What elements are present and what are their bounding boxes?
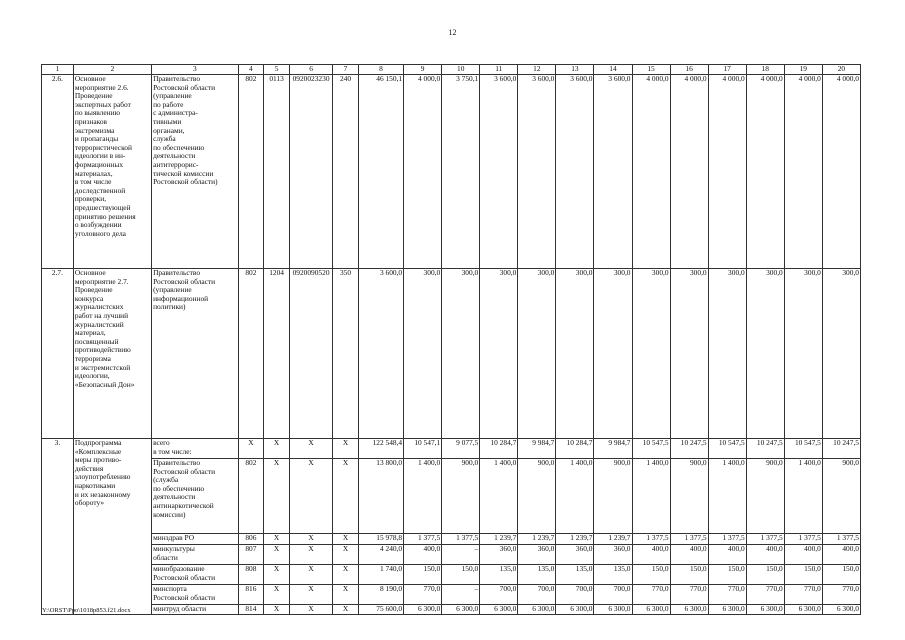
value-cell: 6 300,0: [594, 605, 632, 615]
code-cell: 0920023230: [289, 75, 332, 269]
value-cell: 1 400,0: [784, 459, 822, 534]
value-cell: 770,0: [670, 585, 708, 605]
value-cell: 150,0: [784, 565, 822, 585]
value-cell: 900,0: [670, 459, 708, 534]
code-cell: X: [264, 439, 290, 459]
value-cell: 6 300,0: [784, 605, 822, 615]
value-cell: 400,0: [404, 545, 442, 565]
value-cell: 4 000,0: [404, 75, 442, 269]
column-number: 6: [289, 65, 332, 75]
value-cell: 135,0: [518, 565, 556, 585]
code-cell: 807: [238, 545, 264, 565]
value-cell: 1 400,0: [404, 459, 442, 534]
value-cell: 400,0: [632, 545, 670, 565]
value-cell: 700,0: [556, 585, 594, 605]
value-cell: 150,0: [822, 565, 860, 585]
column-number: 8: [358, 65, 403, 75]
value-cell: 150,0: [670, 565, 708, 585]
value-cell: 770,0: [822, 585, 860, 605]
value-cell: 150,0: [442, 565, 480, 585]
column-number: 19: [784, 65, 822, 75]
value-cell: 360,0: [594, 545, 632, 565]
code-cell: X: [289, 545, 332, 565]
value-cell: 15 978,8: [358, 534, 403, 545]
code-cell: 0113: [264, 75, 290, 269]
subprogram-name: Подпрограмма «Комплексные меры противо- действия злоупотреблению наркотиками и их незаконному обороту»: [73, 439, 151, 615]
row-number: 3.: [42, 439, 74, 615]
table-row: [42, 439, 861, 459]
table-row: [42, 605, 861, 615]
value-cell: 6 300,0: [556, 605, 594, 615]
value-cell: 400,0: [822, 545, 860, 565]
value-cell: 10 547,5: [632, 439, 670, 459]
table-header: [42, 65, 861, 75]
value-cell: 10 284,7: [480, 439, 518, 459]
value-cell: 4 240,0: [358, 545, 403, 565]
value-cell: 46 150,1: [358, 75, 403, 269]
value-cell: 400,0: [746, 545, 784, 565]
value-cell: 300,0: [594, 269, 632, 439]
value-cell: 3 600,0: [518, 75, 556, 269]
row-number: 2.6.: [42, 75, 74, 269]
value-cell: 300,0: [518, 269, 556, 439]
value-cell: 300,0: [822, 269, 860, 439]
column-number: 9: [404, 65, 442, 75]
value-cell: 1 400,0: [708, 459, 746, 534]
value-cell: 135,0: [594, 565, 632, 585]
code-cell: X: [333, 545, 359, 565]
executor: Правительство Ростовской области (управление по работе с администра- тивными органами, служба по обеспечению деятельности антитеррорис- тической комиссии Ростовской области): [152, 75, 238, 269]
value-cell: 6 300,0: [518, 605, 556, 615]
value-cell: 1 400,0: [480, 459, 518, 534]
value-cell: 10 247,5: [746, 439, 784, 459]
value-cell: 1 377,5: [784, 534, 822, 545]
value-cell: –: [442, 585, 480, 605]
code-cell: X: [289, 439, 332, 459]
table-row: [42, 585, 861, 605]
executor: Правительство Ростовской области (служба по обеспечению деятельности антинаркотической комиссии): [152, 459, 238, 534]
column-number: 5: [264, 65, 290, 75]
value-cell: 400,0: [784, 545, 822, 565]
value-cell: 900,0: [518, 459, 556, 534]
table-row: [42, 565, 861, 585]
code-cell: X: [264, 459, 290, 534]
value-cell: 3 600,0: [480, 75, 518, 269]
code-cell: X: [289, 534, 332, 545]
value-cell: 135,0: [480, 565, 518, 585]
code-cell: X: [238, 439, 264, 459]
value-cell: 1 400,0: [632, 459, 670, 534]
table-row: [42, 545, 861, 565]
column-number: 18: [746, 65, 784, 75]
value-cell: 300,0: [746, 269, 784, 439]
value-cell: 1 377,5: [442, 534, 480, 545]
value-cell: 6 300,0: [404, 605, 442, 615]
value-cell: 8 190,0: [358, 585, 403, 605]
code-cell: X: [264, 534, 290, 545]
event-name: Основное мероприятие 2.7. Проведение конкурса журналистских работ на лучший журналистский материал, посвященный противодействию терроризма и экстремистской идеологии, «Безопасный Дон»: [73, 269, 151, 439]
value-cell: 1 377,5: [404, 534, 442, 545]
value-cell: 150,0: [708, 565, 746, 585]
value-cell: 700,0: [480, 585, 518, 605]
value-cell: 360,0: [518, 545, 556, 565]
value-cell: 4 000,0: [746, 75, 784, 269]
value-cell: 1 377,5: [822, 534, 860, 545]
value-cell: 9 077,5: [442, 439, 480, 459]
table-row: [42, 534, 861, 545]
value-cell: 1 377,5: [632, 534, 670, 545]
value-cell: 10 284,7: [556, 439, 594, 459]
table-row: [42, 459, 861, 534]
value-cell: 122 548,4: [358, 439, 403, 459]
column-number: 1: [42, 65, 74, 75]
event-name: Основное мероприятие 2.6. Проведение экспертных работ по выявлению признаков экстремизма и пропаганды террористической идеологии в ин- формационных материалах, в том числе доследственной проверки, предшествующей принятию решения о возбуждении уголовного дела: [73, 75, 151, 269]
code-cell: 808: [238, 565, 264, 585]
value-cell: 360,0: [480, 545, 518, 565]
column-number: 15: [632, 65, 670, 75]
code-cell: 806: [238, 534, 264, 545]
value-cell: 1 740,0: [358, 565, 403, 585]
value-cell: 360,0: [556, 545, 594, 565]
code-cell: X: [264, 545, 290, 565]
code-cell: 816: [238, 585, 264, 605]
value-cell: 1 239,7: [556, 534, 594, 545]
value-cell: 1 400,0: [556, 459, 594, 534]
executor: минкультуры области: [152, 545, 238, 565]
code-cell: 240: [333, 75, 359, 269]
value-cell: 6 300,0: [442, 605, 480, 615]
code-cell: X: [289, 585, 332, 605]
value-cell: 9 984,7: [594, 439, 632, 459]
column-number: 11: [480, 65, 518, 75]
column-number: 16: [670, 65, 708, 75]
value-cell: 300,0: [442, 269, 480, 439]
value-cell: 150,0: [746, 565, 784, 585]
column-number: 3: [152, 65, 238, 75]
row-number: 2.7.: [42, 269, 74, 439]
value-cell: 770,0: [632, 585, 670, 605]
value-cell: 6 300,0: [822, 605, 860, 615]
value-cell: 6 300,0: [746, 605, 784, 615]
value-cell: 900,0: [594, 459, 632, 534]
value-cell: 4 000,0: [632, 75, 670, 269]
code-cell: X: [264, 585, 290, 605]
value-cell: 3 600,0: [556, 75, 594, 269]
code-cell: 802: [238, 269, 264, 439]
value-cell: 3 600,0: [594, 75, 632, 269]
value-cell: 150,0: [404, 565, 442, 585]
value-cell: 1 239,7: [518, 534, 556, 545]
value-cell: 4 000,0: [670, 75, 708, 269]
value-cell: 6 300,0: [708, 605, 746, 615]
value-cell: 6 300,0: [670, 605, 708, 615]
value-cell: 770,0: [746, 585, 784, 605]
code-cell: X: [333, 605, 359, 615]
column-number: 17: [708, 65, 746, 75]
value-cell: 700,0: [518, 585, 556, 605]
value-cell: 1 239,7: [594, 534, 632, 545]
code-cell: X: [333, 534, 359, 545]
value-cell: 770,0: [784, 585, 822, 605]
value-cell: 3 750,1: [442, 75, 480, 269]
code-cell: 802: [238, 459, 264, 534]
value-cell: 10 247,5: [670, 439, 708, 459]
column-number: 10: [442, 65, 480, 75]
value-cell: 4 000,0: [822, 75, 860, 269]
column-number: 4: [238, 65, 264, 75]
code-cell: X: [333, 585, 359, 605]
table-body: [42, 75, 861, 615]
code-cell: X: [333, 439, 359, 459]
code-cell: 814: [238, 605, 264, 615]
code-cell: 350: [333, 269, 359, 439]
value-cell: 10 547,5: [784, 439, 822, 459]
value-cell: 13 800,0: [358, 459, 403, 534]
table-row: [42, 269, 861, 439]
value-cell: 1 377,5: [746, 534, 784, 545]
value-cell: 135,0: [556, 565, 594, 585]
value-cell: 770,0: [708, 585, 746, 605]
code-cell: X: [264, 565, 290, 585]
code-cell: X: [264, 605, 290, 615]
value-cell: 3 600,0: [358, 269, 403, 439]
program-table: [41, 64, 861, 615]
column-number: 14: [594, 65, 632, 75]
page-number: 12: [448, 28, 457, 37]
value-cell: 10 547,5: [708, 439, 746, 459]
value-cell: 1 377,5: [708, 534, 746, 545]
value-cell: 4 000,0: [784, 75, 822, 269]
value-cell: –: [442, 545, 480, 565]
value-cell: 400,0: [708, 545, 746, 565]
column-number: 12: [518, 65, 556, 75]
code-cell: 1204: [264, 269, 290, 439]
value-cell: 770,0: [404, 585, 442, 605]
value-cell: 400,0: [670, 545, 708, 565]
code-cell: 802: [238, 75, 264, 269]
value-cell: 1 377,5: [670, 534, 708, 545]
column-number: 7: [333, 65, 359, 75]
code-cell: X: [289, 565, 332, 585]
value-cell: 300,0: [632, 269, 670, 439]
code-cell: X: [289, 459, 332, 534]
code-cell: X: [289, 605, 332, 615]
value-cell: 300,0: [556, 269, 594, 439]
value-cell: 150,0: [632, 565, 670, 585]
value-cell: 300,0: [784, 269, 822, 439]
value-cell: 75 600,0: [358, 605, 403, 615]
value-cell: 9 984,7: [518, 439, 556, 459]
file-path-footer: Y:\ORST\Ppo\1018p853.f21.docx: [42, 607, 131, 614]
value-cell: 300,0: [670, 269, 708, 439]
value-cell: 300,0: [404, 269, 442, 439]
executor: минспорта Ростовской области: [152, 585, 238, 605]
code-cell: X: [333, 459, 359, 534]
executor: Правительство Ростовской области (управление информационной политики): [152, 269, 238, 439]
value-cell: 900,0: [822, 459, 860, 534]
value-cell: 700,0: [594, 585, 632, 605]
value-cell: 4 000,0: [708, 75, 746, 269]
value-cell: 900,0: [442, 459, 480, 534]
executor: минздрав РО: [152, 534, 238, 545]
value-cell: 1 239,7: [480, 534, 518, 545]
code-cell: 0920090520: [289, 269, 332, 439]
value-cell: 900,0: [746, 459, 784, 534]
table-row: [42, 75, 861, 269]
column-number: 13: [556, 65, 594, 75]
value-cell: 300,0: [708, 269, 746, 439]
executor: минтруд области: [152, 605, 238, 615]
value-cell: 10 247,5: [822, 439, 860, 459]
executor: минобразование Ростовской области: [152, 565, 238, 585]
executor: всего в том числе:: [152, 439, 238, 459]
value-cell: 6 300,0: [632, 605, 670, 615]
code-cell: X: [333, 565, 359, 585]
value-cell: 6 300,0: [480, 605, 518, 615]
column-number: 2: [73, 65, 151, 75]
value-cell: 300,0: [480, 269, 518, 439]
value-cell: 10 547,1: [404, 439, 442, 459]
column-number: 20: [822, 65, 860, 75]
